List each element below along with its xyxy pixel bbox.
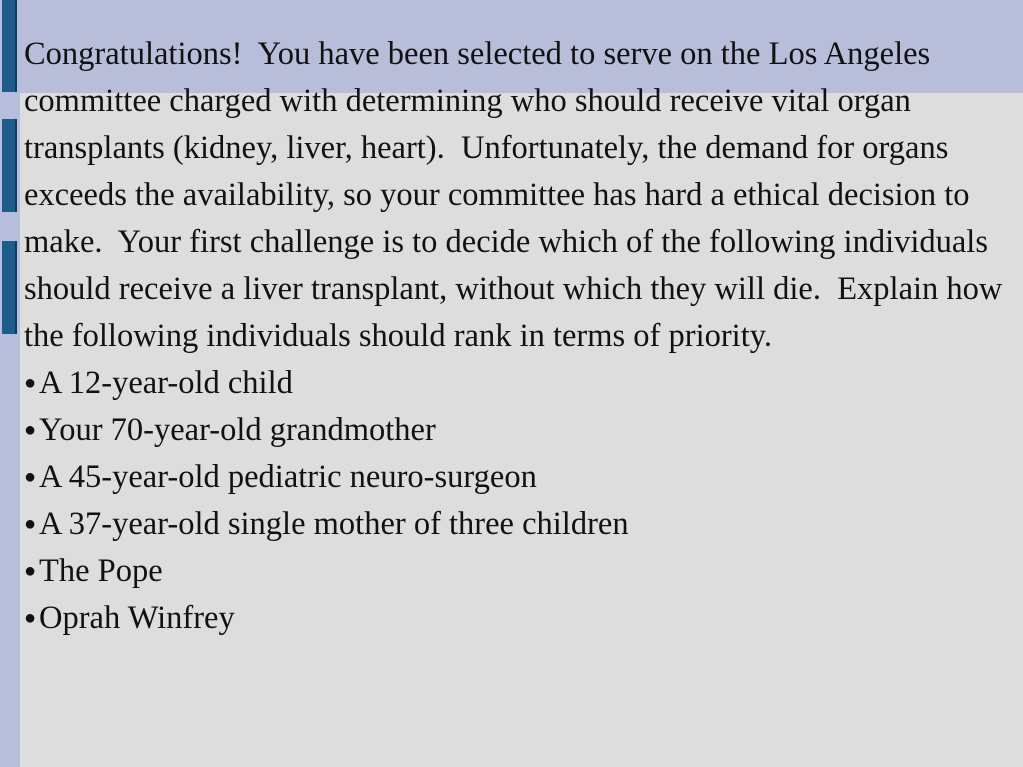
candidate-list xyxy=(24,360,1022,642)
intro-paragraph: Congratulations! You have been selected to serve on the Los Angeles committee charged with determining who should receive vital organ transplants (kidney, liver, heart). Unfortunately, the demand for organs exceeds the availability, so your committee has hard a ethical decision to make. Your first challenge is to decide which of the following individuals should receive a liver transplant, without which they will die. Explain how the following individuals should rank in terms of priority. xyxy=(24,36,1011,354)
list-item xyxy=(24,548,1022,595)
bullet-icon: ● xyxy=(24,372,37,394)
bullet-icon: ● xyxy=(24,513,37,535)
list-item-text: Your 70-year-old grandmother xyxy=(39,412,436,448)
bullet-icon: ● xyxy=(24,560,37,582)
list-item-text: A 45-year-old pediatric neuro-surgeon xyxy=(39,459,537,495)
list-item-text: A 37-year-old single mother of three children xyxy=(39,506,629,542)
accent-bar-middle xyxy=(2,119,17,212)
left-rail xyxy=(0,0,20,767)
bullet-icon: ● xyxy=(24,419,37,441)
accent-bar-bottom xyxy=(2,241,17,334)
list-item xyxy=(24,407,1022,454)
list-item xyxy=(24,595,1022,642)
slide-body xyxy=(24,31,1022,642)
list-item xyxy=(24,501,1022,548)
list-item xyxy=(24,360,1022,407)
list-item xyxy=(24,454,1022,501)
accent-bar-top xyxy=(2,0,17,92)
list-item-text: The Pope xyxy=(39,553,163,589)
list-item-text: A 12-year-old child xyxy=(39,365,293,401)
bullet-icon: ● xyxy=(24,607,37,629)
list-item-text: Oprah Winfrey xyxy=(39,600,235,636)
bullet-icon: ● xyxy=(24,466,37,488)
